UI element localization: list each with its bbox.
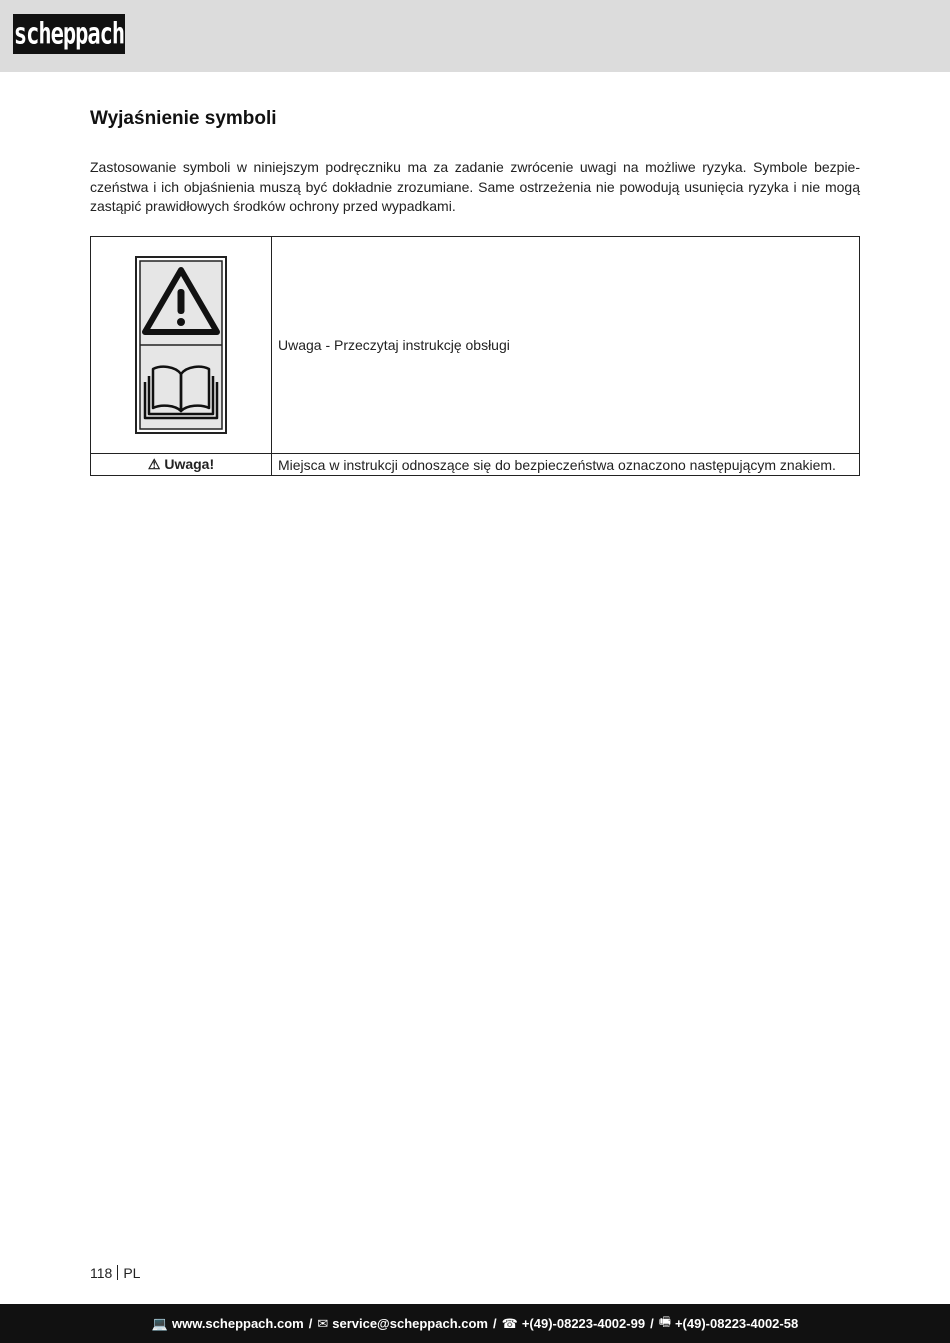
fax-number: +(49)-08223-4002-58 [674, 1316, 799, 1331]
warning-label-cell [91, 454, 272, 476]
brand-logo [13, 14, 125, 54]
brand-logo-text: scheppach [13, 17, 125, 51]
warning-read-manual-sign-icon [135, 256, 227, 434]
table-row [91, 454, 860, 476]
separator: / [493, 1316, 497, 1331]
table-row [91, 237, 860, 454]
warning-triangle-icon: ⚠ [147, 456, 161, 472]
symbol-cell [91, 237, 272, 454]
fax-icon: 🖷 [658, 1313, 671, 1329]
email-icon: ✉ [317, 1315, 329, 1331]
phone-icon: ☎ [501, 1315, 518, 1331]
warning-description: Miejsca w instrukcji odnoszące się do bezpieczeństwa oznaczono następującym znakiem. [272, 454, 860, 476]
email-link[interactable]: service@scheppach.com [332, 1316, 488, 1331]
symbol-description: Uwaga - Przeczytaj instrukcję obsługi [272, 237, 860, 454]
page-title: Wyjaśnienie symboli [90, 108, 277, 129]
symbols-table [90, 236, 860, 476]
contact-footer [0, 1304, 950, 1343]
separator: / [650, 1316, 654, 1331]
page-number: 118 [90, 1265, 113, 1281]
website-link[interactable]: www.scheppach.com [171, 1316, 304, 1331]
intro-paragraph: Zastosowanie symboli w niniejszym podręczniku ma za zadanie zwrócenie uwagi na możliwe ryzyka. Symbole bezpie-czeństwa i ich objaśnienia muszą być dokładnie zrozumiane. Same ostrzeżenia nie powodują usunięcia ryzyka i nie mogą zastąpić prawidłowych środków ochrony przed wypadkami. [90, 159, 860, 214]
warning-label: Uwaga! [164, 456, 215, 472]
page-separator [117, 1265, 118, 1280]
header-band [0, 0, 950, 72]
page-footer-number [90, 1265, 140, 1281]
computer-icon: 💻 [151, 1315, 168, 1331]
phone-number: +(49)-08223-4002-99 [521, 1316, 646, 1331]
language-code: PL [123, 1265, 141, 1281]
separator: / [308, 1316, 313, 1331]
